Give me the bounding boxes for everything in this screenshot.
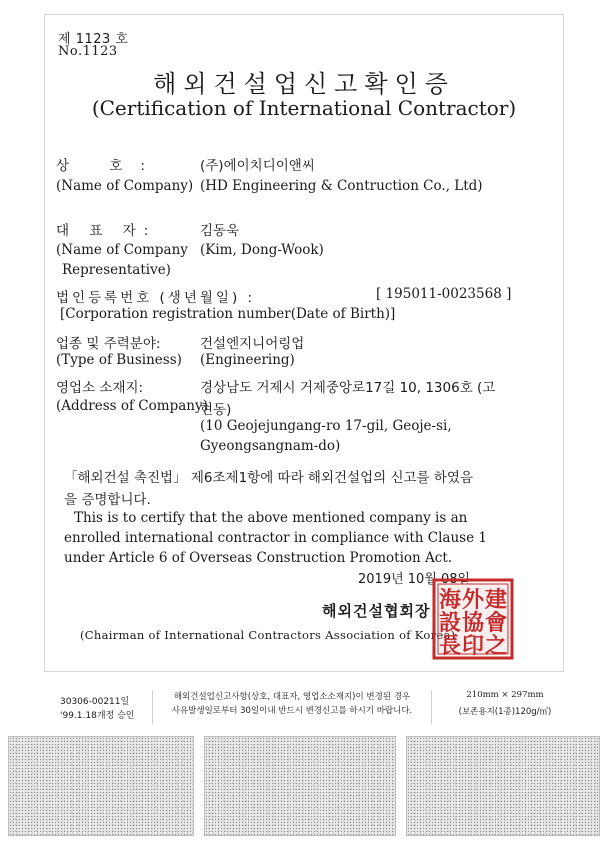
seal-char: 之 xyxy=(484,633,508,659)
title-korean: 해외건설업신고확인증 xyxy=(153,70,455,98)
biz-value-ko: 건설엔지니어링업 xyxy=(200,336,305,352)
rep-label-ko: 대 표 자: xyxy=(56,223,157,239)
security-pattern-left xyxy=(8,736,194,836)
biz-value-en: (Engineering) xyxy=(200,352,295,368)
addr-value-en-2: Gyeongsangnam-do) xyxy=(200,438,341,454)
issue-date: 2019년 10월 08일 xyxy=(358,572,471,587)
title-english: (Certification of International Contractor) xyxy=(91,96,517,120)
official-seal xyxy=(432,578,514,660)
statement-en-2: enrolled international contractor in compliance with Clause 1 xyxy=(64,530,487,546)
reg-label-en: [Corporation registration number(Date of Birth)] xyxy=(60,306,396,322)
seal-char: 建 xyxy=(484,587,508,613)
rep-label-en-1: (Name of Company xyxy=(56,242,188,258)
paper-size: 210mm × 297mm xyxy=(466,690,544,700)
rep-label-en-2: Representative) xyxy=(62,262,171,278)
issuer-title-ko: 해외건설협회장 xyxy=(322,602,431,620)
security-pattern-right xyxy=(406,736,600,836)
biz-label-en: (Type of Business) xyxy=(56,352,182,368)
seal-char: 協 xyxy=(461,610,485,636)
addr-label-ko: 영업소 소재지: xyxy=(56,380,144,396)
notice-line-1: 해외건설업신고사항(상호, 대표자, 영업소소재지)이 변경된 경우 xyxy=(173,692,411,702)
seal-char: 長 xyxy=(438,633,462,659)
addr-value-en-1: (10 Geojejungang-ro 17-gil, Geoje-si, xyxy=(200,418,452,434)
statement-en-1: This is to certify that the above mentioned company is an xyxy=(74,510,468,526)
addr-label-en: (Address of Company) xyxy=(56,398,208,414)
statement-ko-2: 을 증명합니다. xyxy=(64,492,151,508)
doc-number-ko: 제 1123 호 xyxy=(58,32,129,47)
company-label-en: (Name of Company) xyxy=(56,178,194,194)
notice-line-2: 사유발생일로부터 30일이내 반드시 변경신고를 하시기 바랍니다. xyxy=(171,706,413,716)
company-value-ko: (주)에이치디이앤씨 xyxy=(200,158,315,174)
statement-ko-1: 「해외건설 촉진법」 제6조제1항에 따라 해외건설업의 신고를 하였음 xyxy=(64,470,473,486)
form-number: 30306-00211일 xyxy=(60,697,130,707)
seal-char: 印 xyxy=(461,633,485,659)
reg-value: [ 195011-0023568 ] xyxy=(376,286,512,302)
rep-value-ko: 김동욱 xyxy=(200,223,240,239)
statement-en-3: under Article 6 of Overseas Construction Promotion Act. xyxy=(64,550,453,566)
security-pattern-center xyxy=(204,736,396,836)
doc-number-en: No.1123 xyxy=(58,44,118,59)
seal-char: 會 xyxy=(484,610,508,636)
addr-value-ko-1: 경상남도 거제시 거제중앙로17길 10, 1306호 (고 xyxy=(200,380,496,396)
addr-value-ko-2: 현동) xyxy=(200,402,232,418)
company-label-ko: 상 호: xyxy=(56,158,163,174)
biz-label-ko: 업종 및 주력분야: xyxy=(56,336,161,352)
reg-label-ko: 법인등록번호 (생년월일) : xyxy=(56,290,256,306)
issuer-title-en: (Chairman of International Contractors Association of Korea) xyxy=(80,628,456,642)
rep-value-en: (Kim, Dong-Wook) xyxy=(200,242,324,258)
form-revision: '99.1.18개정 승인 xyxy=(60,711,135,721)
seal-char: 外 xyxy=(461,587,485,613)
seal-char: 海 xyxy=(438,587,462,613)
paper-type: (보존용지(1종)120g/㎡) xyxy=(458,707,552,717)
change-notice xyxy=(152,690,432,724)
company-value-en: (HD Engineering & Contruction Co., Ltd) xyxy=(200,178,483,194)
seal-char: 設 xyxy=(438,610,462,636)
